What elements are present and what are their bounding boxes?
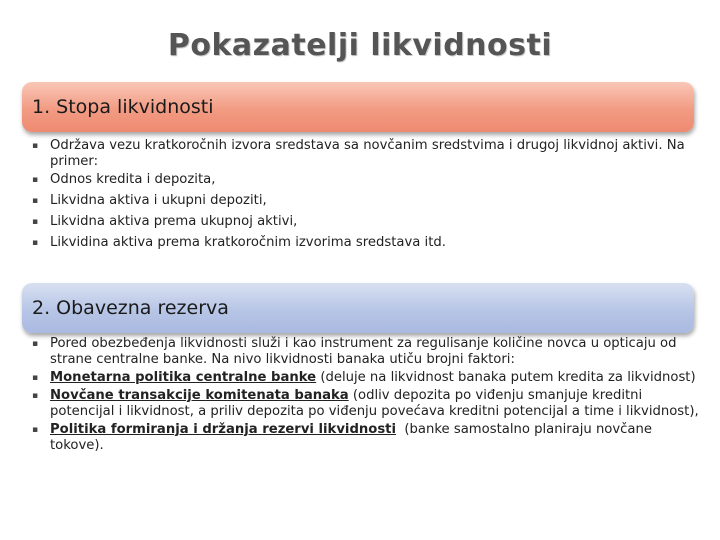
bullet-icon: ▪ — [32, 425, 39, 435]
list-item-text: Likvidna aktiva prema ukupnoj aktivi, — [50, 214, 298, 229]
bullet-icon: ▪ — [32, 175, 39, 185]
list-item-emphasis: Monetarna politika centralne banke — [50, 370, 317, 385]
list-item — [32, 172, 700, 188]
list-item-emphasis: Novčane transakcije komitenata banaka — [50, 388, 349, 403]
list-item-text: (deluje na likvidnost banaka putem kredita za likvidnost) — [316, 370, 696, 385]
section-heading-label: 1. Stopa likvidnosti — [32, 96, 214, 118]
list-item-text: (odliv depozita po viđenju smanjuje kreditni potencijal i likvidnost, a priliv depozita po viđenju povećava kreditni potencijal a time i likvidnost), — [50, 388, 699, 419]
list-item-text: Pored obezbeđenja likvidnosti služi i kao instrument za regulisanje količine novca u opticaju od strane centralne banke. Na nivo likvidnosti banaka utiču brojni faktori: — [50, 336, 677, 367]
bullet-icon: ▪ — [32, 196, 39, 206]
section-heading-label: 2. Obavezna rezerva — [32, 297, 229, 319]
section-heading-obavezna-rezerva — [22, 283, 694, 333]
bullet-icon: ▪ — [32, 141, 39, 151]
section2-list — [32, 336, 700, 456]
bullet-icon: ▪ — [32, 373, 39, 383]
list-item-text: Likvidna aktiva i ukupni depoziti, — [50, 193, 267, 208]
bullet-icon: ▪ — [32, 238, 39, 248]
list-item — [32, 370, 700, 386]
list-item-text: Likvidina aktiva prema kratkoročnim izvorima sredstava itd. — [50, 235, 446, 250]
list-item-emphasis: Politika formiranja i držanja rezervi likvidnosti — [50, 422, 397, 437]
bullet-icon: ▪ — [32, 217, 39, 227]
page-title: Pokazatelji likvidnosti — [167, 28, 553, 63]
list-item-text: Održava vezu kratkoročnih izvora sredstava sa novčanim sredstvima i drugoj likvidnoj aktivi. Na primer: — [50, 138, 685, 169]
list-item — [32, 336, 700, 368]
list-item — [32, 422, 700, 454]
bullet-icon: ▪ — [32, 339, 39, 349]
list-item — [32, 388, 700, 420]
list-item-text: (banke samostalno planiraju novčane tokove). — [50, 422, 657, 453]
list-item — [32, 193, 700, 209]
section1-list — [32, 138, 700, 256]
bullet-icon: ▪ — [32, 391, 39, 401]
section-heading-stopa-likvidnosti — [22, 82, 694, 132]
list-item-text: Odnos kredita i depozita, — [50, 172, 216, 187]
list-item — [32, 235, 700, 251]
list-item — [32, 214, 700, 230]
list-item — [32, 138, 700, 170]
